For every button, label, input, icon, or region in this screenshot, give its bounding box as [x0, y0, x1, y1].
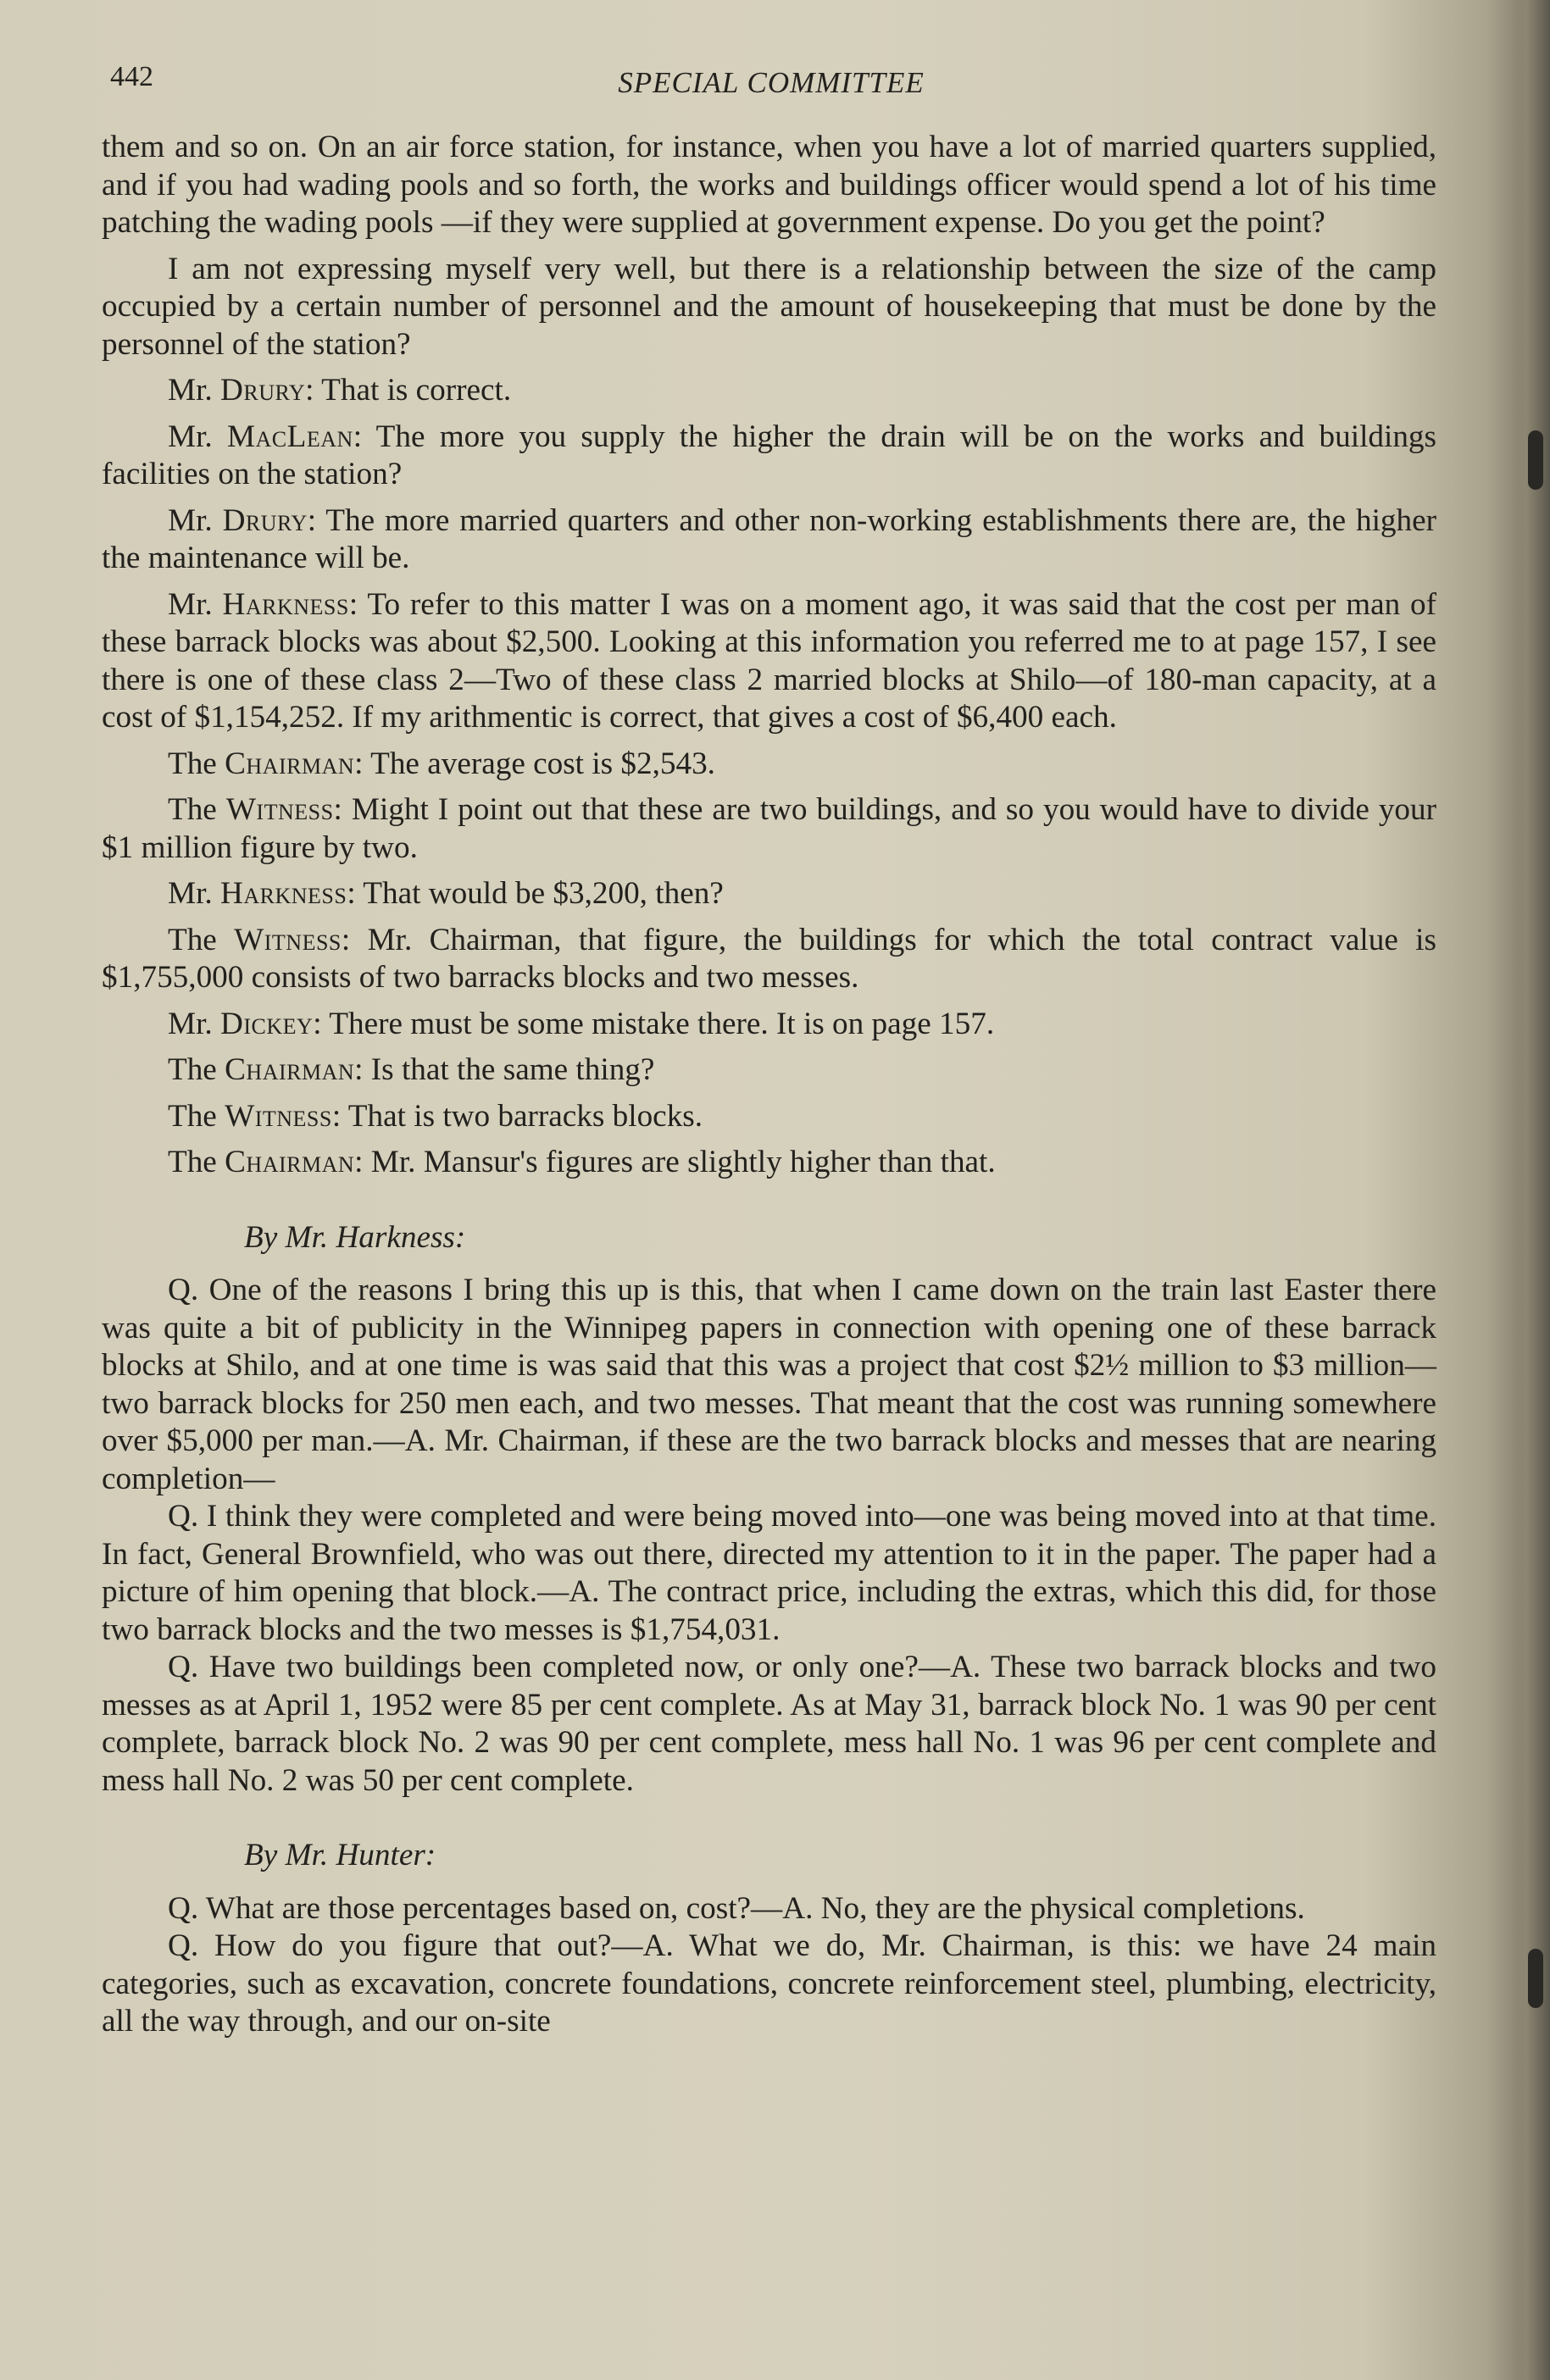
paragraph: Mr. Drury: That is correct.	[168, 373, 512, 408]
qa-paragraph: Q. I think they were completed and were being moved into—one was being moved into at that time. In fact, General Brownfield, who was out there, directed my attention to it in the paper. The paper had a picture of him opening that block.—A. The contract price, including the extras, which this did, for those two barrack blocks and the two messes is $1,754,031.	[102, 1499, 1436, 1647]
speaker-name: Dickey	[220, 1006, 314, 1041]
speaker-name: Drury	[220, 373, 306, 408]
paragraph: The Witness: Mr. Chairman, that figure, the buildings for which the total contract value is $1,755,000 consists of two barracks blocks and two messes.	[102, 922, 1436, 995]
page-edge-shadow	[1511, 0, 1550, 2380]
qa-paragraph: Q. How do you figure that out?—A. What we do, Mr. Chairman, is this: we have 24 main categories, such as excavation, concrete foundations, concrete reinforcement steel, plumbing, electricity, all the way through, and our on-site	[102, 1928, 1436, 2039]
running-head: SPECIAL COMMITTEE	[618, 66, 925, 99]
speaker-name: Chairman	[225, 746, 355, 781]
paragraph: The Chairman: Mr. Mansur's figures are slightly higher than that.	[168, 1145, 996, 1179]
binding-hole-top	[1528, 430, 1543, 490]
paragraph: Mr. Dickey: There must be some mistake there. It is on page 157.	[168, 1006, 995, 1041]
speaker-name: Chairman	[225, 1145, 355, 1179]
section-heading: By Mr. Harkness:	[244, 1219, 466, 1255]
paragraph: Mr. Drury: The more married quarters and other non-working establishments there are, the higher the maintenance will be.	[102, 502, 1436, 575]
paragraph: The Chairman: The average cost is $2,543.	[168, 746, 715, 781]
page-header	[110, 61, 1432, 112]
speaker-name: MacLean	[226, 419, 353, 454]
speaker-name: Chairman	[225, 1052, 355, 1087]
paragraph: them and so on. On an air force station, for instance, when you have a lot of married quarters supplied, and if you had wading pools and so forth, the works and buildings officer would spend a lot of his time patching the wading pools —if they were supplied at government expense. Do you get the point?	[102, 130, 1436, 240]
speaker-name: Harkness	[220, 876, 347, 911]
speaker-name: Witness	[225, 792, 334, 827]
speaker-name: Drury	[222, 502, 308, 538]
paragraph: Mr. Harkness: To refer to this matter I was on a moment ago, it was said that the cost per man of these barrack blocks was about $2,500. Looking at this information you referred me to at page 157, I see there is one of these class 2—Two of these class 2 married blocks at Shilo—of 180-man capacity, at a cost of $1,154,252. If my arithmentic is correct, that gives a cost of $6,400 each.	[102, 586, 1436, 735]
page-body	[102, 129, 1436, 2041]
paragraph: I am not expressing myself very well, but there is a relationship between the size of the camp occupied by a certain number of personnel and the amount of housekeeping that must be done by the personnel of the station?	[102, 251, 1436, 362]
paragraph: The Witness: Might I point out that these are two buildings, and so you would have to divide your $1 million figure by two.	[102, 792, 1436, 865]
qa-paragraph: Q. What are those percentages based on, cost?—A. No, they are the physical completions.	[168, 1890, 1305, 1926]
speaker-name: Witness	[234, 922, 342, 957]
section-heading: By Mr. Hunter:	[244, 1838, 436, 1872]
paragraph: The Chairman: Is that the same thing?	[168, 1052, 655, 1087]
paragraph: Mr. Harkness: That would be $3,200, then?	[168, 876, 724, 911]
qa-paragraph: Q. One of the reasons I bring this up is this, that when I came down on the train last Easter there was quite a bit of publicity in the Winnipeg papers in connection with opening one of these barrack blocks at Shilo, and at one time is was said that this was a project that cost $2½ million to $3 million—two barrack blocks for 250 men each, and two messes. That meant that the cost was running somewhere over $5,000 per man.—A. Mr. Chairman, if these are the two barrack blocks and messes that are nearing completion—	[102, 1273, 1436, 1496]
paragraph: Mr. MacLean: The more you supply the higher the drain will be on the works and buildings facilities on the station?	[102, 419, 1436, 491]
qa-paragraph: Q. Have two buildings been completed now, or only one?—A. These two barrack blocks and two messes as at April 1, 1952 were 85 per cent complete. As at May 31, barrack block No. 1 was 90 per cent complete, barrack block No. 2 was 90 per cent complete, mess hall No. 1 was 96 per cent complete and mess hall No. 2 was 50 per cent complete.	[102, 1650, 1436, 1798]
speaker-name: Harkness	[222, 586, 349, 622]
speaker-name: Witness	[225, 1098, 332, 1134]
binding-hole-bottom	[1528, 1949, 1543, 2008]
page-number: 442	[110, 61, 153, 92]
paragraph: The Witness: That is two barracks blocks.	[168, 1098, 703, 1134]
